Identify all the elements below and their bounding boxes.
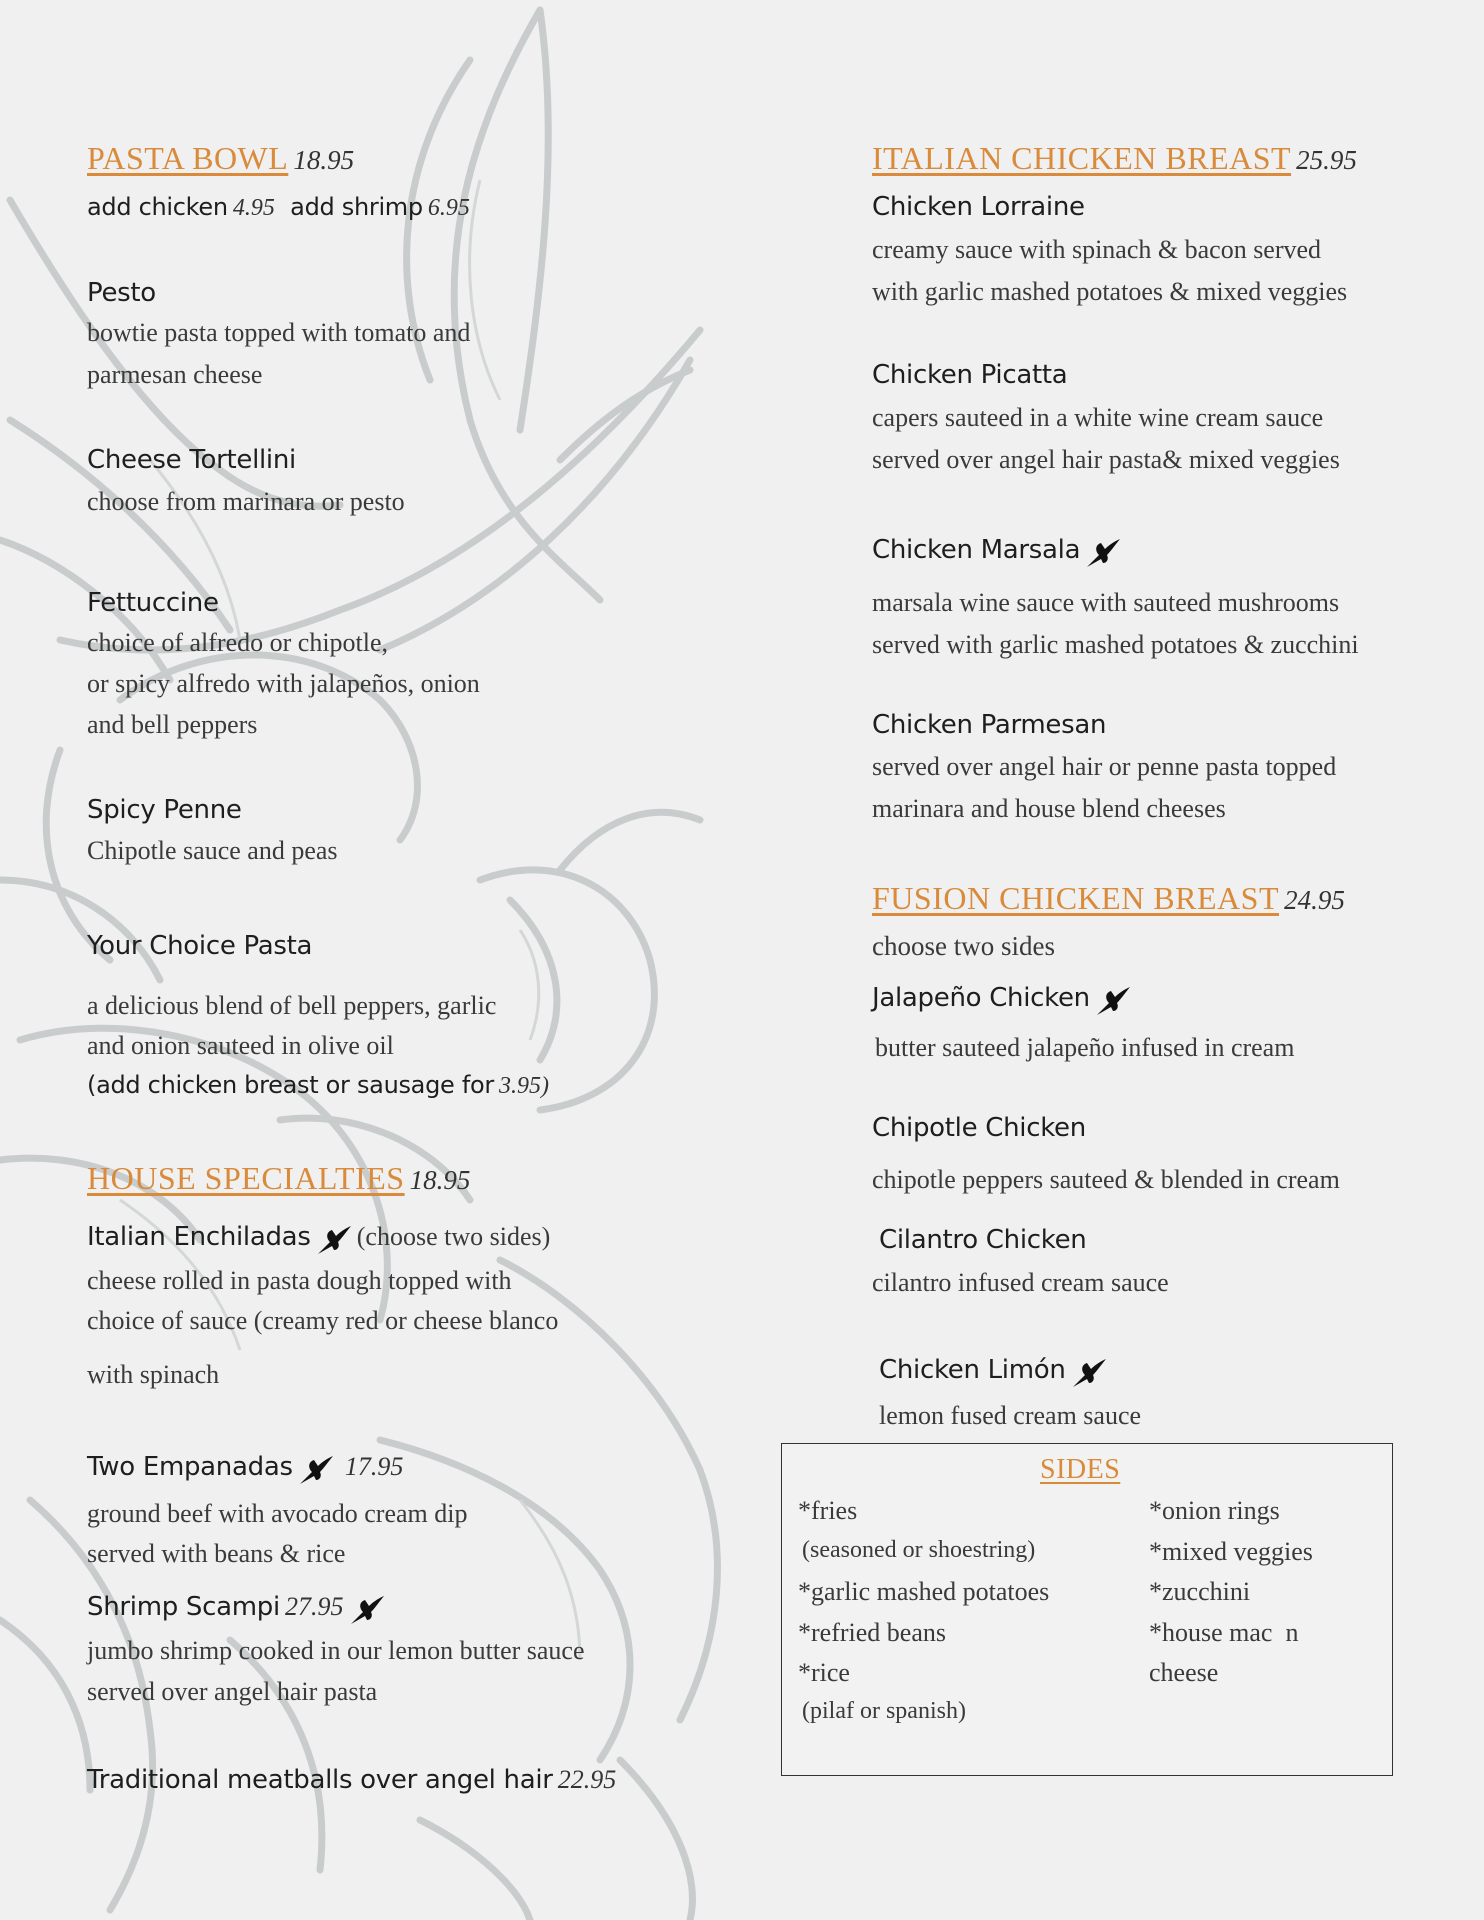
menu-item-title-row	[879, 1355, 1107, 1389]
menu-item-desc: chipotle peppers sauteed & blended in cream	[872, 1165, 1340, 1194]
menu-item-extra	[87, 1071, 549, 1100]
menu-item-title-row	[87, 1765, 616, 1795]
menu-item-price: 17.95	[344, 1452, 404, 1481]
sides-item: *refried beans	[798, 1618, 946, 1647]
hummingbird-icon	[1071, 1359, 1107, 1389]
menu-item-title-row	[87, 1222, 550, 1256]
menu-item-desc: served over angel hair or penne pasta topped	[872, 752, 1337, 781]
section-heading: HOUSE SPECIALTIES	[87, 1160, 405, 1196]
sides-item: (pilaf or spanish)	[802, 1698, 966, 1724]
sides-item: *rice	[798, 1658, 850, 1687]
menu-item-desc: and onion sauteed in olive oil	[87, 1031, 394, 1060]
section-heading: FUSION CHICKEN BREAST	[872, 880, 1279, 916]
house-specialties-header	[87, 1160, 470, 1197]
menu-item-desc: a delicious blend of bell peppers, garlic	[87, 991, 497, 1020]
sides-item: (seasoned or shoestring)	[802, 1537, 1036, 1563]
menu-item-desc: choice of sauce (creamy red or cheese blanco	[87, 1306, 559, 1335]
menu-item-name: Spicy Penne	[87, 795, 242, 825]
sides-box	[781, 1443, 1393, 1776]
menu-item-name: Cheese Tortellini	[87, 445, 296, 475]
sides-item: *zucchini	[1149, 1577, 1251, 1606]
menu-item-name: Chipotle Chicken	[872, 1113, 1086, 1143]
section-price: 24.95	[1284, 885, 1345, 915]
menu-item-desc: served over angel hair pasta	[87, 1677, 378, 1706]
extra-price: 3.95)	[499, 1073, 550, 1099]
menu-item-name: Shrimp Scampi	[87, 1592, 280, 1622]
menu-item-name: Chicken Picatta	[872, 360, 1068, 390]
sides-item: *house mac n	[1149, 1618, 1299, 1647]
menu-item-name: Pesto	[87, 278, 156, 308]
menu-item-desc: with garlic mashed potatoes & mixed veggies	[872, 277, 1348, 306]
sides-item: *mixed veggies	[1149, 1537, 1313, 1566]
addon-price: 6.95	[427, 195, 470, 221]
menu-item-desc: choice of alfredo or chipotle,	[87, 628, 389, 657]
menu-item-desc: served with garlic mashed potatoes & zucchini	[872, 630, 1359, 659]
hummingbird-icon	[316, 1226, 352, 1256]
menu-item-desc: parmesan cheese	[87, 360, 263, 389]
menu-item-desc: choose from marinara or pesto	[87, 487, 405, 516]
sides-item: *garlic mashed potatoes	[798, 1577, 1050, 1606]
menu-item-price: 27.95	[284, 1592, 344, 1621]
menu-item-desc: with spinach	[87, 1360, 220, 1389]
section-subtitle: choose two sides	[872, 931, 1055, 961]
sides-heading: SIDES	[1040, 1454, 1121, 1485]
menu-item-desc: Chipotle sauce and peas	[87, 836, 338, 865]
menu-item-name: Chicken Marsala	[872, 535, 1081, 565]
hummingbird-icon	[349, 1596, 385, 1626]
menu-item-note: (choose two sides)	[356, 1222, 551, 1251]
section-heading: PASTA BOWL	[87, 140, 289, 176]
hummingbird-icon	[1085, 539, 1121, 569]
menu-item-name: Jalapeño Chicken	[872, 983, 1090, 1013]
italian-chicken-header	[872, 140, 1357, 177]
section-price: 18.95	[409, 1165, 471, 1195]
sides-item: cheese	[1149, 1658, 1219, 1687]
menu-item-desc: butter sauteed jalapeño infused in cream	[875, 1033, 1295, 1062]
menu-item-title-row	[87, 1592, 385, 1626]
menu-item-desc: served with beans & rice	[87, 1539, 346, 1568]
menu-item-desc: lemon fused cream sauce	[879, 1401, 1142, 1430]
menu-item-desc: creamy sauce with spinach & bacon served	[872, 235, 1322, 264]
menu-item-desc: ground beef with avocado cream dip	[87, 1499, 468, 1528]
sides-item: *onion rings	[1149, 1496, 1280, 1525]
menu-item-title-row	[87, 1452, 403, 1486]
addon-price: 4.95	[232, 195, 275, 221]
menu-item-desc: and bell peppers	[87, 710, 258, 739]
menu-item-desc: cheese rolled in pasta dough topped with	[87, 1266, 512, 1295]
menu-item-desc: served over angel hair pasta& mixed veggies	[872, 445, 1340, 474]
menu-item-name: Your Choice Pasta	[87, 931, 313, 961]
menu-item-desc: marsala wine sauce with sauteed mushrooms	[872, 588, 1340, 617]
menu-item-desc: marinara and house blend cheeses	[872, 794, 1226, 823]
menu-item-desc: jumbo shrimp cooked in our lemon butter sauce	[87, 1636, 585, 1665]
pasta-addons	[87, 193, 470, 222]
menu-item-title-row	[872, 983, 1131, 1017]
menu-item-desc: cilantro infused cream sauce	[872, 1268, 1169, 1297]
section-heading: ITALIAN CHICKEN BREAST	[872, 140, 1292, 176]
menu-item-name: Fettuccine	[87, 588, 219, 618]
menu-item-name: Two Empanadas	[87, 1452, 293, 1482]
menu-item-desc: capers sauteed in a white wine cream sauce	[872, 403, 1324, 432]
hummingbird-icon	[1095, 987, 1131, 1017]
menu-item-name: Italian Enchiladas	[87, 1222, 311, 1252]
menu-item-name: Chicken Lorraine	[872, 192, 1085, 222]
section-price: 18.95	[293, 145, 355, 175]
addon-label: add chicken	[87, 193, 228, 221]
menu-item-name: Chicken Limón	[879, 1355, 1066, 1385]
menu-item-name: Cilantro Chicken	[879, 1225, 1087, 1255]
menu-item-price: 22.95	[557, 1765, 617, 1794]
menu-item-name: Chicken Parmesan	[872, 710, 1107, 740]
pasta-bowl-header	[87, 140, 354, 177]
addon-label: add shrimp	[290, 193, 423, 221]
menu-item-name: Traditional meatballs over angel hair	[87, 1765, 553, 1795]
extra-text: (add chicken breast or sausage for	[87, 1071, 494, 1099]
menu-item-title-row	[872, 535, 1121, 569]
hummingbird-icon	[298, 1456, 334, 1486]
menu-item-desc: or spicy alfredo with jalapeños, onion	[87, 669, 480, 698]
fusion-chicken-header	[872, 880, 1345, 917]
sides-item: *fries	[798, 1496, 858, 1525]
section-price: 25.95	[1296, 145, 1357, 175]
menu-item-desc: bowtie pasta topped with tomato and	[87, 318, 471, 347]
